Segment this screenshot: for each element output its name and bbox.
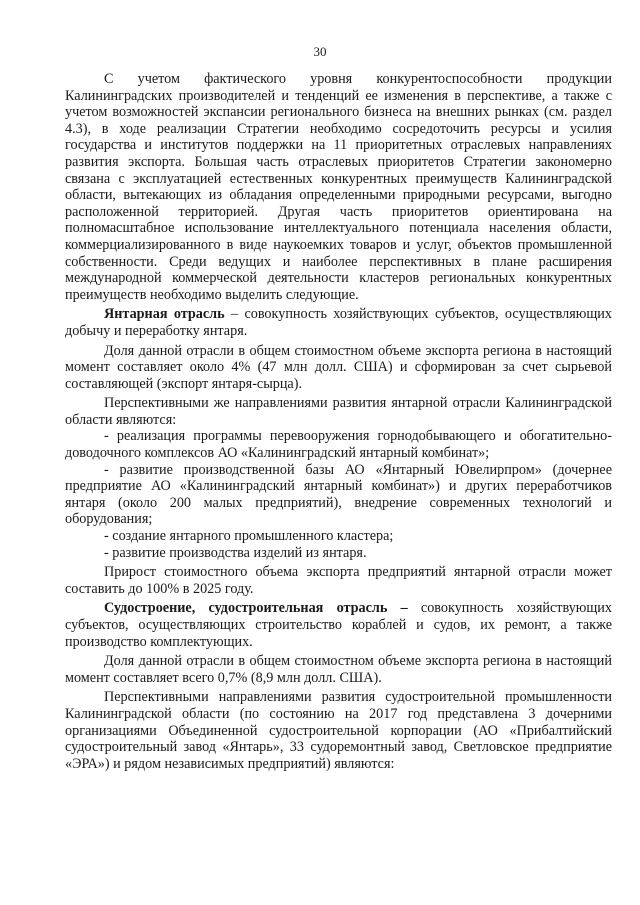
paragraph-amber-directions: Перспективными же направлениями развития янтарной отрасли Калининградской области являются:: [65, 395, 612, 428]
page-number: 30: [313, 44, 327, 59]
list-item-amber-1: - реализация программы перевооружения горнодобывающего и обогатительно-доводочного комплексов АО «Калининградский янтарный комбинат»;: [65, 428, 612, 462]
term-shipbuilding: Судостроение, судостроительная отрасль –: [104, 600, 408, 617]
paragraph-shipbuilding-share: Доля данной отрасли в общем стоимостном объеме экспорта региона в настоящий момент составляет всего 0,7% (8,9 млн долл. США).: [65, 653, 612, 686]
paragraph-shipbuilding-directions: Перспективными направлениями развития судостроительной промышленности Калининградской области (по состоянию на 2017 год представлена 3 дочерними организациями Объединенной судостроительной корпорации (АО «Прибалтийский судостроительный завод «Янтарь», 33 судоремонтный завод, Светловское предприятие «ЭРА») и рядом независимых предприятий) являются:: [65, 689, 612, 772]
term-amber-industry: Янтарная отрасль: [104, 306, 225, 323]
paragraph-amber-definition: Янтарная отрасль – совокупность хозяйствующих субъектов, осуществляющих добычу и переработку янтаря.: [65, 306, 612, 339]
list-item-amber-2: - развитие производственной базы АО «Янтарный Ювелирпром» (дочернее предприятие АО «Калининградский янтарный комбинат») и других переработчиков янтаря (около 200 малых предприятий), внедрение современных технологий и оборудования;: [65, 461, 612, 528]
list-item-amber-4: - развитие производства изделий из янтаря.: [104, 544, 367, 561]
paragraph-amber-share: Доля данной отрасли в общем стоимостном объеме экспорта региона в настоящий момент составляет около 4% (47 млн долл. США) и сформирован за счет сырьевой составляющей (экспорт янтаря-сырца).: [65, 342, 612, 392]
list-item-amber-3: - создание янтарного промышленного кластера;: [104, 528, 394, 545]
paragraph-shipbuilding-definition: Судостроение, судостроительная отрасль – совокупность хозяйствующих субъектов, осуществляющих строительство кораблей и судов, их ремонт, а также производство комплектующих.: [65, 600, 612, 650]
paragraph-intro: С учетом фактического уровня конкурентоспособности продукции Калининградских производителей и тенденций ее изменения в перспективе, а также с учетом возможностей экспансии регионального бизнеса на внешних рынках (см. раздел 4.3), в ходе реализации Стратегии необходимо сосредоточить ресурсы и усилия государства и институтов поддержки на 11 приоритетных отраслевых направлениях развития экспорта. Большая часть отраслевых приоритетов Стратегии закономерно связана с эксплуатацией естественных конкурентных преимуществ Калининградской области, вытекающих из обладания определенными природными ресурсами, выгодно расположенной территорией. Другая часть приоритетов ориентирована на полномасштабное использование интеллектуального потенциала населения области, коммерциализированного в виде наукоемких товаров и услуг, объектов промышленной собственности. Среди ведущих и наиболее перспективных в плане расширения международной коммерческой деятельности кластеров региональных конкурентных преимуществ необходимо выделить следующие.: [65, 71, 612, 303]
paragraph-amber-growth: Прирост стоимостного объема экспорта предприятий янтарной отрасли может составить до 100% в 2025 году.: [65, 564, 612, 597]
document-body: [65, 71, 612, 772]
